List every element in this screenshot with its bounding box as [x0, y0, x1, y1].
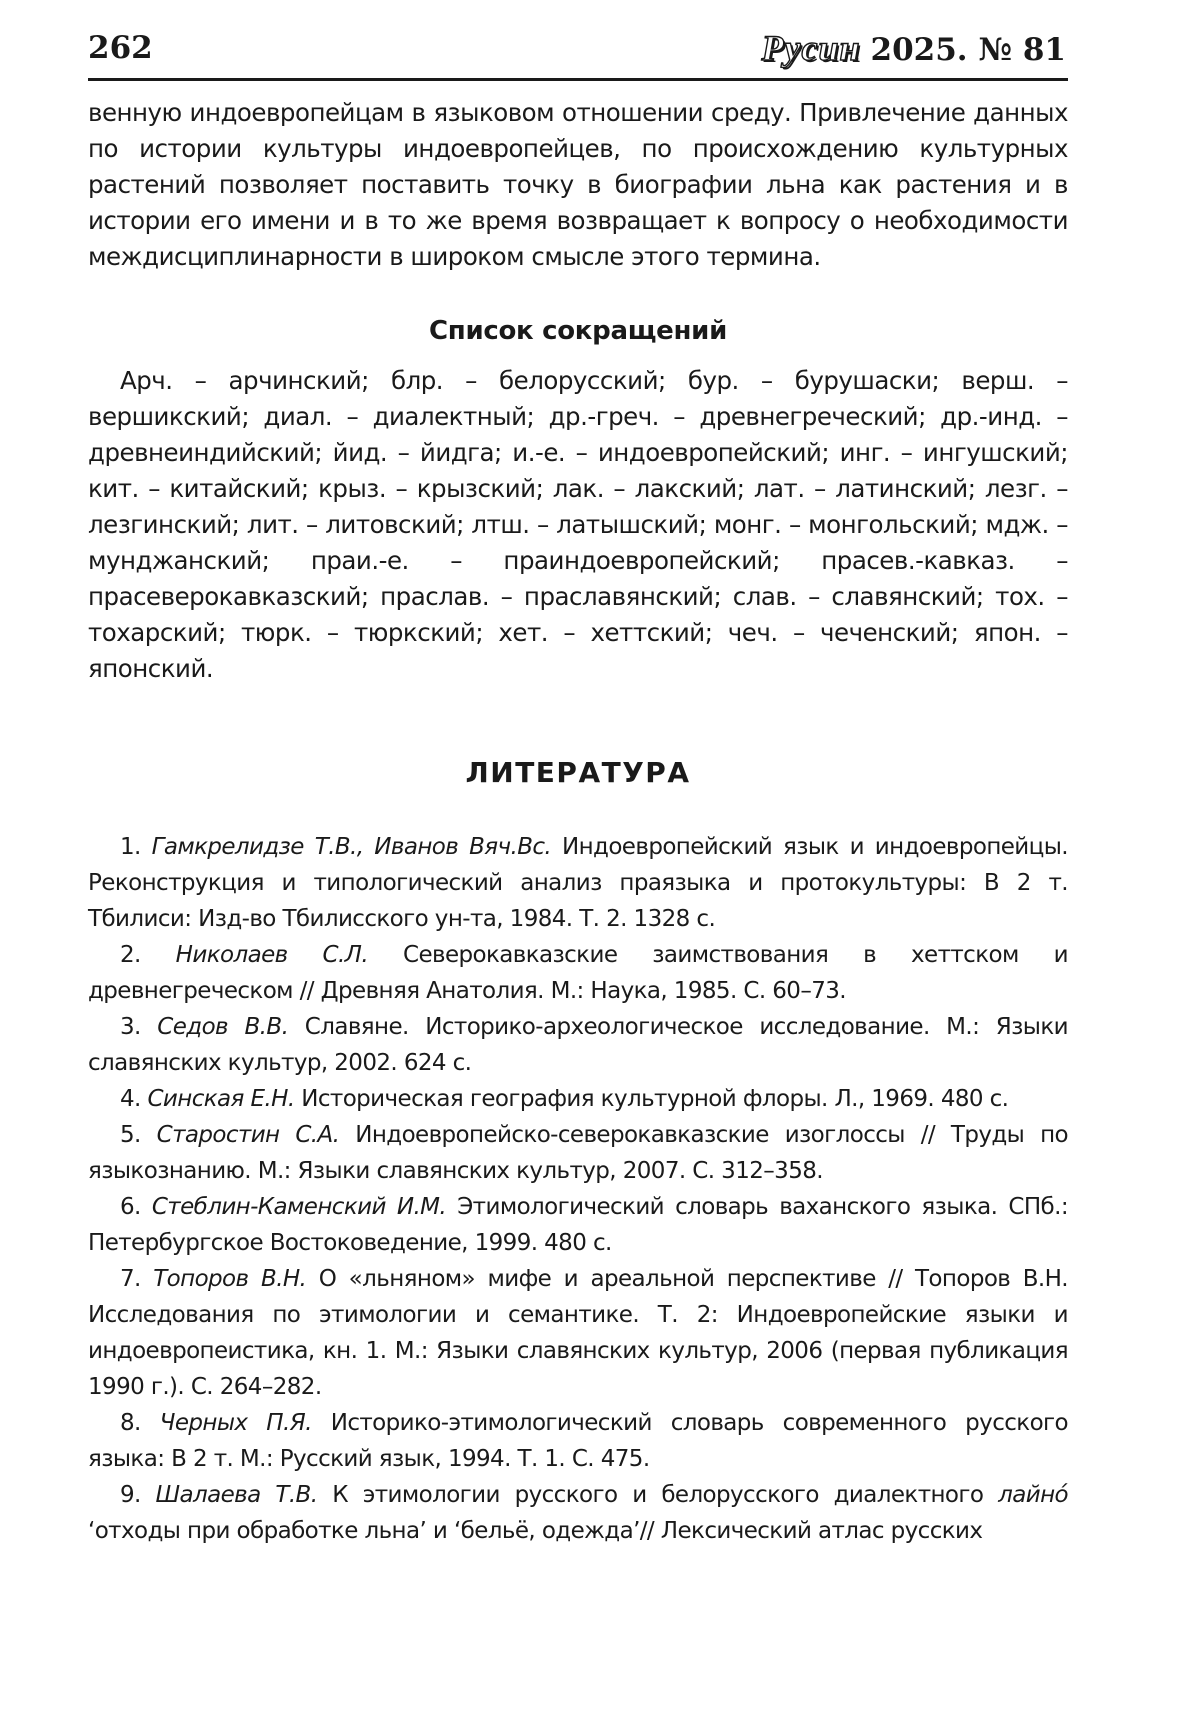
journal-issue: 2025. № 81 [870, 32, 1066, 68]
abbreviations-list: Арч. – арчинский; блр. – белорусский; бур. – бурушаски; верш. – вершикский; диал. – диалектный; др.-греч. – древнегреческий; др.-инд. – древнеиндийский; йид. – йидга; и.-е. – индоевропейский; инг. – ингушский; кит. – китайский; крыз. – крызский; лак. – лакский; лат. – латинский; лезг. – лезгинский; лит. – литовский; лтш. – латышский; монг. – монгольский; мдж. – мунджанский; праи.-е. – праиндоевропейский; прасев.-кавказ. – прасеверокавказский; праслав. – праславянский; слав. – славянский; тох. – тохарский; тюрк. – тюркский; хет. – хеттский; чеч. – чеченский; япон. – японский. [88, 366, 1068, 683]
reference-item [88, 1189, 1068, 1261]
page [88, 26, 1068, 1549]
reference-item [88, 1405, 1068, 1477]
reference-author: Топоров В.Н. [153, 1266, 307, 1292]
reference-text: Северокавказские заимствования в хеттском и древнегреческом // Древняя Анатолия. М.: Наука, 1985. С. 60–73. [88, 942, 1069, 1004]
reference-item [88, 1477, 1068, 1549]
reference-number: 5. [120, 1122, 141, 1148]
journal-title [762, 26, 1066, 72]
reference-text: О «льняном» мифе и ареальной перспективе // Топоров В.Н. Исследования по этимологии и семантике. Т. 2: Индоевропейские языки и индоевропеистика, кн. 1. М.: Языки славянских культур, 2006 (первая публикация 1990 г.). С. 264–282. [88, 1266, 1069, 1400]
reference-text: Этимологический словарь ваханского языка. СПб.: Петербургское Востоковедение, 1999. 480 с. [88, 1194, 1069, 1256]
running-header [88, 26, 1068, 81]
page-number: 262 [88, 30, 153, 66]
reference-author: Стеблин-Каменский И.М. [151, 1194, 447, 1220]
journal-name: Русин [761, 28, 861, 68]
reference-author: Черных П.Я. [159, 1410, 312, 1436]
intro-paragraph: венную индоевропейцам в языковом отношении среду. Привлечение данных по истории культуры индоевропейцев, по происхождению культурных растений позволяет поставить точку в биографии льна как растения и в истории его имени и в то же время возвращает к вопросу о необходимости междисциплинарности в широком смысле этого термина. [88, 98, 1068, 271]
reference-term: лайно́ [998, 1482, 1068, 1508]
reference-text: Индоевропейский язык и индоевропейцы. Реконструкция и типологический анализ праязыка и протокультуры: В 2 т. Тбилиси: Изд-во Тбилисского ун-та, 1984. Т. 2. 1328 с. [88, 834, 1068, 932]
reference-author: Синская Е.Н. [147, 1086, 295, 1112]
reference-number: 6. [120, 1194, 141, 1220]
reference-number: 1. [120, 834, 141, 860]
reference-number: 3. [120, 1014, 141, 1040]
reference-list [88, 829, 1068, 1549]
reference-author: Шалаева Т.В. [155, 1482, 318, 1508]
reference-text-continued: ‘отходы при обработке льна’ и ‘бельё, одежда’// Лексический атлас русских [88, 1518, 983, 1544]
reference-item [88, 937, 1068, 1009]
reference-author: Николаев С.Л. [175, 942, 369, 968]
reference-text: К этимологии русского и белорусского диалектного [317, 1482, 999, 1508]
reference-author: Седов В.В. [157, 1014, 289, 1040]
reference-author: Гамкрелидзе Т.В., Иванов Вяч.Вс. [151, 834, 552, 860]
reference-number: 8. [120, 1410, 141, 1436]
reference-text: Славяне. Историко-археологическое исследование. М.: Языки славянских культур, 2002. 624 с. [88, 1014, 1068, 1076]
reference-number: 2. [120, 942, 141, 968]
reference-number: 4. [120, 1086, 141, 1112]
reference-item [88, 1117, 1068, 1189]
reference-item [88, 1261, 1068, 1405]
reference-text: Индоевропейско-северокавказские изоглоссы // Труды по языкознанию. М.: Языки славянских культур, 2007. С. 312–358. [88, 1122, 1068, 1184]
reference-item [88, 1081, 1068, 1117]
reference-text: Историческая география культурной флоры. Л., 1969. 480 с. [294, 1086, 1009, 1112]
reference-item [88, 1009, 1068, 1081]
reference-author: Старостин С.А. [156, 1122, 340, 1148]
abbreviations-heading: Список сокращений [429, 316, 727, 346]
reference-text: Историко-этимологический словарь современного русского языка: В 2 т. М.: Русский язык, 1994. Т. 1. С. 475. [88, 1410, 1069, 1472]
reference-number: 7. [120, 1266, 141, 1292]
reference-number: 9. [120, 1482, 141, 1508]
literature-heading: ЛИТЕРАТУРА [465, 756, 691, 789]
reference-item [88, 829, 1068, 937]
